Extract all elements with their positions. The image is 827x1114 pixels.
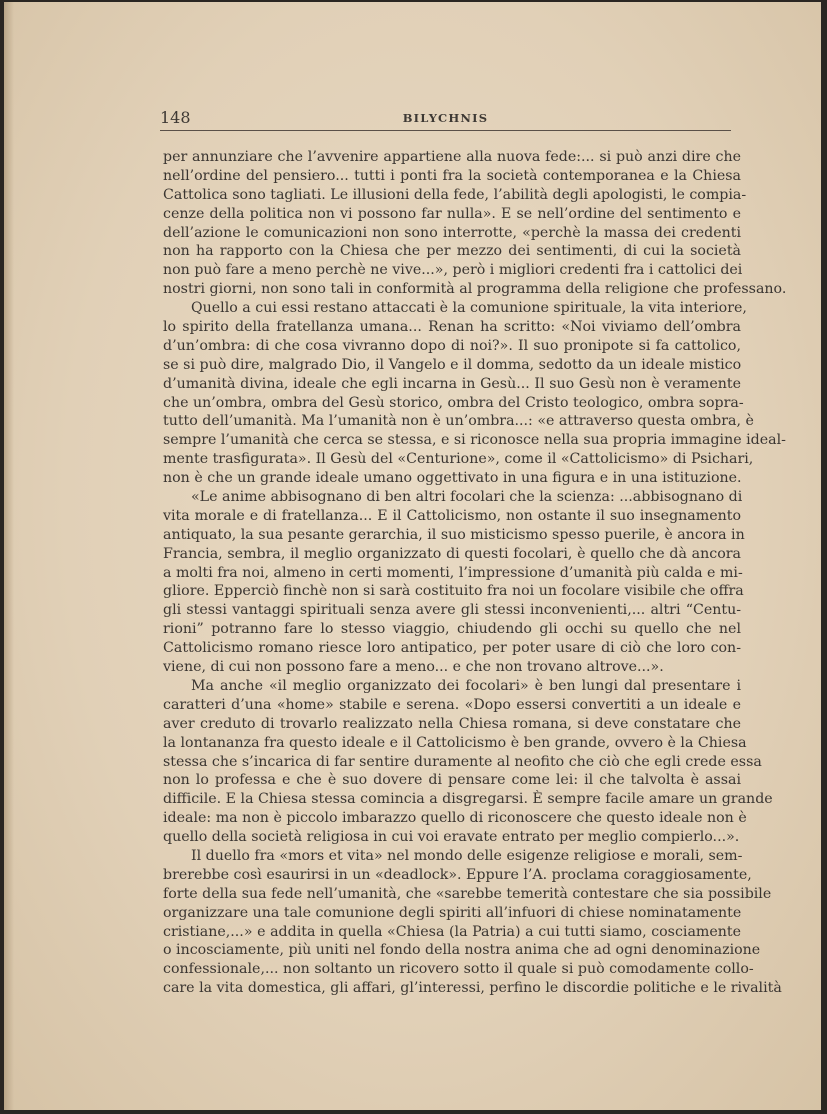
paragraph-start-line: Il duello fra «mors et vita» nel mondo delle esigenze religiose e morali, sem- bbox=[191, 847, 743, 864]
text-line: Francia, sembra, il meglio organizzato di questi focolari, è quello che dà ancora bbox=[163, 545, 741, 562]
text-line: non può fare a meno perchè ne vive...», però i migliori credenti fra i cattolici dei bbox=[163, 262, 743, 279]
paragraph-start-line: «Le anime abbisognano di ben altri focolari che la scienza: ...abbisognano di bbox=[191, 489, 743, 506]
page-header bbox=[160, 108, 731, 131]
text-line: difficile. E la Chiesa stessa comincia a disgregarsi. È sempre facile amare un grande bbox=[163, 791, 773, 808]
text-line: non è che un grande ideale umano oggettivato in una figura e in una istituzione. bbox=[163, 470, 742, 487]
text-line: nell’ordine del pensiero... tutti i ponti fra la società contemporanea e la Chiesa bbox=[163, 167, 741, 184]
text-line: gli stessi vantaggi spirituali senza avere gli stessi inconvenienti,... altri “Centu- bbox=[163, 602, 741, 619]
text-line: che un’ombra, ombra del Gesù storico, ombra del Cristo teologico, ombra sopra- bbox=[163, 394, 744, 411]
text-line: caratteri d’una «home» stabile e serena. «Dopo essersi convertiti a un ideale e bbox=[163, 696, 741, 713]
paragraph-end-line: viene, di cui non possono fare a meno... e che non trovano altrove...». bbox=[163, 659, 664, 676]
text-line: confessionale,... non soltanto un ricovero sotto il quale si può comodamente collo- bbox=[163, 961, 754, 978]
text-line: d’un’ombra: di che cosa vivranno dopo di noi?». Il suo pronipote si fa cattolico, bbox=[163, 337, 741, 354]
text-line: ideale: ma non è piccolo imbarazzo quello di riconoscere che questo ideale non è bbox=[163, 810, 747, 827]
text-line: rioni” potranno fare lo stesso viaggio, chiudendo gli occhi su quello che nel bbox=[163, 621, 741, 638]
text-line: sempre l’umanità che cerca se stessa, e si riconosce nella sua propria immagine ideal- bbox=[163, 432, 786, 449]
text-line: Cattolicismo romano riesce loro antipatico, per poter usare di ciò che loro con- bbox=[163, 640, 741, 657]
text-line: brerebbe così esaurirsi in un «deadlock». Eppure l’A. proclama coraggiosamente, bbox=[163, 866, 752, 883]
paragraph-end-line: nostri giorni, non sono tali in conformità al programma della religione che professano. bbox=[163, 281, 787, 298]
text-line: antiquato, la sua pesante gerarchia, il suo misticismo spesso puerile, è ancora in bbox=[163, 526, 745, 543]
book-page bbox=[4, 2, 821, 1110]
running-title: BILYCHNIS bbox=[402, 111, 489, 125]
text-line: aver creduto di trovarlo realizzato nella Chiesa romana, si deve constatare che bbox=[163, 715, 741, 732]
text-line: lo spirito della fratellanza umana... Renan ha scritto: «Noi viviamo dell’ombra bbox=[163, 319, 741, 336]
text-line: care la vita domestica, gli affari, gl’interessi, perfino le discordie politiche e le rivalità bbox=[163, 980, 782, 997]
text-line: cenze della politica non vi possono far nulla». E se nell’ordine del sentimento e bbox=[163, 205, 741, 222]
text-line: non ha rapporto con la Chiesa che per mezzo dei sentimenti, di cui la società bbox=[163, 243, 741, 260]
text-line: se si può dire, malgrado Dio, il Vangelo e il domma, sedotto da un ideale mistico bbox=[163, 356, 742, 373]
text-line: d’umanità divina, ideale che egli incarna in Gesù... Il suo Gesù non è veramente bbox=[163, 375, 741, 392]
text-line: la lontananza fra questo ideale e il Cattolicismo è ben grande, ovvero è la Chiesa bbox=[163, 734, 747, 751]
text-line: o incosciamente, più uniti nel fondo della nostra anima che ad ogni denominazione bbox=[163, 942, 761, 959]
text-line: forte della sua fede nell’umanità, che «sarebbe temerità contestare che sia possibile bbox=[163, 885, 772, 902]
paragraph-start-line: Quello a cui essi restano attaccati è la comunione spirituale, la vita interiore, bbox=[191, 300, 747, 317]
text-line: a molti fra noi, almeno in certi momenti, l’impressione d’umanità più calda e mi- bbox=[163, 564, 743, 581]
text-line: cristiane,...» e addita in quella «Chiesa (la Patria) a cui tutti siamo, cosciamente bbox=[163, 923, 741, 940]
paragraph-end-line: quello della società religiosa in cui voi eravate entrato per meglio compierlo...». bbox=[163, 829, 740, 846]
text-line: dell’azione le comunicazioni non sono interrotte, «perchè la massa dei credenti bbox=[163, 224, 741, 241]
text-line: tutto dell’umanità. Ma l’umanità non è un’ombra...: «e attraverso questa ombra, è bbox=[163, 413, 754, 430]
text-line: Cattolica sono tagliati. Le illusioni della fede, l’abilità degli apologisti, le compia- bbox=[163, 186, 747, 203]
paragraph-start-line: Ma anche «il meglio organizzato dei focolari» è ben lungi dal presentare i bbox=[191, 677, 741, 694]
text-line: gliore. Epperciò finchè non si sarà costituito fra noi un focolare visibile che offra bbox=[163, 583, 744, 600]
text-line: non lo professa e che è suo dovere di pensare come lei: il che talvolta è assai bbox=[163, 772, 741, 789]
page-number: 148 bbox=[160, 108, 191, 127]
body-text bbox=[163, 148, 787, 998]
text-line: vita morale e di fratellanza... E il Cattolicismo, non ostante il suo insegnamento bbox=[163, 507, 741, 524]
page-edge-shadow bbox=[4, 2, 14, 1110]
text-line: per annunziare che l’avvenire appartiene alla nuova fede:... si può anzi dire che bbox=[163, 149, 741, 165]
text-line: organizzare una tale comunione degli spiriti all’infuori di chiese nominatamente bbox=[163, 904, 742, 921]
text-line: stessa che s’incarica di far sentire duramente al neofito che ciò che egli crede essa bbox=[163, 753, 762, 770]
text-line: mente trasfigurata». Il Gesù del «Centurione», come il «Cattolicismo» di Psichari, bbox=[163, 451, 754, 468]
